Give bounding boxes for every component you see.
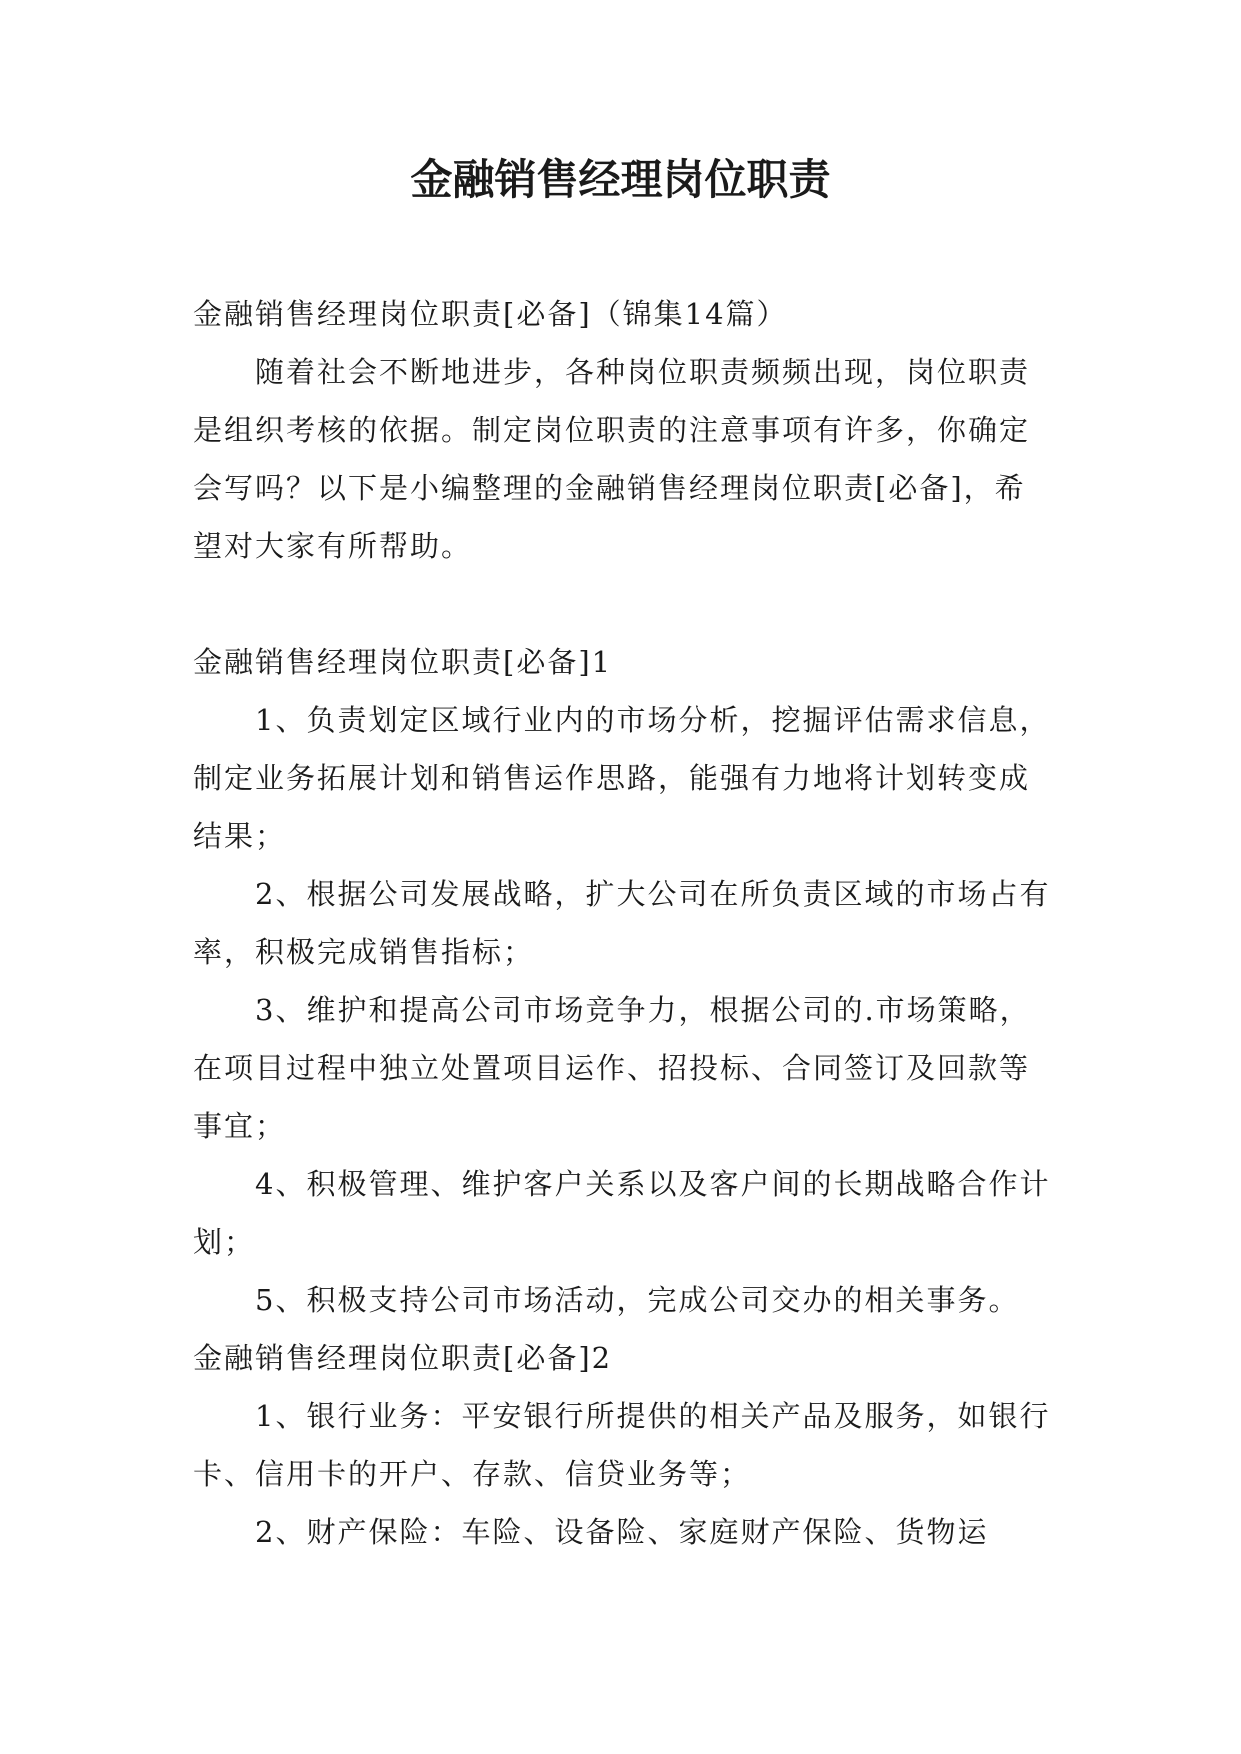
duty-item: 5、积极支持公司市场活动，完成公司交办的相关事务。 bbox=[255, 1283, 1020, 1317]
paragraph-spacer bbox=[193, 575, 1055, 633]
page-title: 金融销售经理岗位职责 bbox=[410, 155, 831, 204]
document-body bbox=[193, 285, 1055, 1561]
duty-item: 3、维护和提高公司市场竞争力，根据公司的.市场策略，在项目过程中独立处置项目运作、招投标、合同签订及回款等事宜； bbox=[193, 993, 1031, 1143]
duty-item: 4、积极管理、维护客户关系以及客户间的长期战略合作计划； bbox=[193, 1167, 1051, 1259]
duty-item: 1、负责划定区域行业内的市场分析，挖掘评估需求信息，制定业务拓展计划和销售运作思路，能强有力地将计划转变成结果； bbox=[193, 703, 1051, 853]
duty-item: 2、根据公司发展战略，扩大公司在所负责区域的市场占有率，积极完成销售指标； bbox=[193, 877, 1051, 969]
duty-item: 1、银行业务：平安银行所提供的相关产品及服务，如银行卡、信用卡的开户、存款、信贷业务等； bbox=[193, 1399, 1051, 1491]
section-heading: 金融销售经理岗位职责[必备]1 bbox=[193, 645, 613, 679]
intro-paragraph: 随着社会不断地进步，各种岗位职责频频出现，岗位职责是组织考核的依据。制定岗位职责的注意事项有许多，你确定会写吗？以下是小编整理的金融销售经理岗位职责[必备]，希望对大家有所帮助。 bbox=[193, 355, 1031, 563]
duty-item: 2、财产保险：车险、设备险、家庭财产保险、货物运 bbox=[255, 1515, 989, 1549]
section-heading: 金融销售经理岗位职责[必备]2 bbox=[193, 1341, 613, 1375]
doc-subtitle: 金融销售经理岗位职责[必备]（锦集14篇） bbox=[193, 297, 788, 331]
